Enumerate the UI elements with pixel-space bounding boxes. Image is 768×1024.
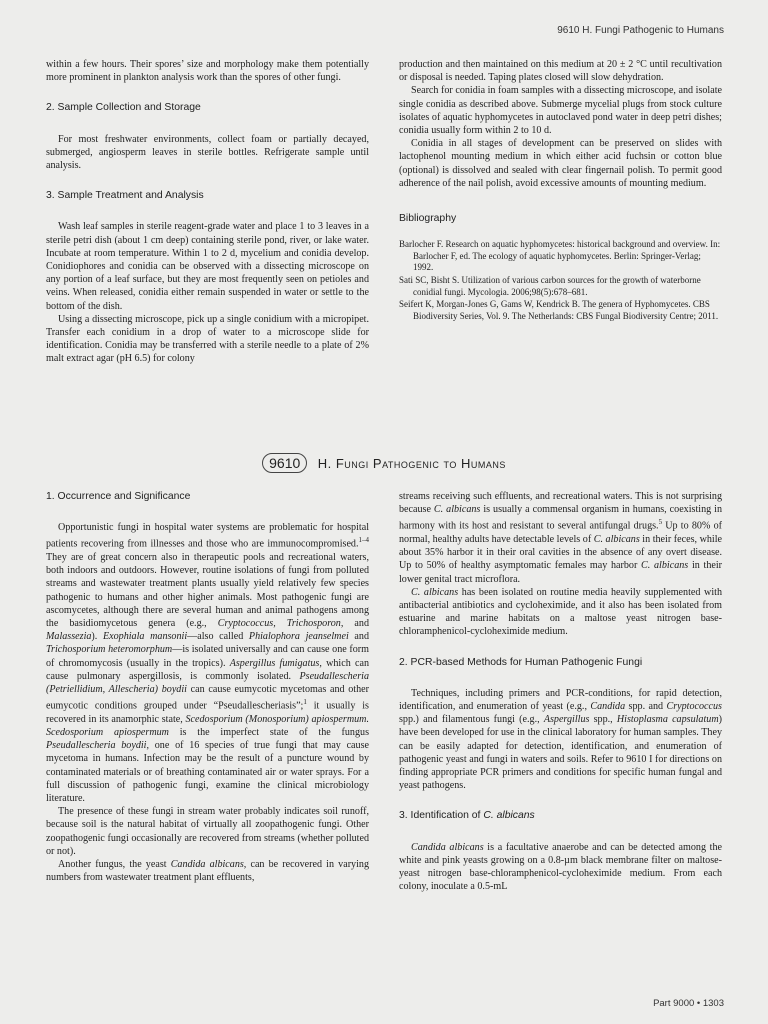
- bibliography-list: [399, 239, 722, 322]
- paragraph-routine-media: C. albicans has been isolated on routine media heavily supplemented with antibacterial antibiotics and cycloheximide, and it also has been isolated from estuarine and marine habitats on a maltose yeast nitrogen base-chloramphenicol-cycloheximide medium.: [399, 586, 722, 638]
- heading-sample-collection: 2. Sample Collection and Storage: [46, 102, 201, 114]
- paragraph-opportunistic-fungi: Opportunistic fungi in hospital water systems are problematic for hospital patients recovering from illnesses and those who are immunocompromised.$^{1-4}$ They are of great concern also in therapeutic pools and recreational waters, both indoors and outdoors. However, routine isolations of fungi from polluted streams and wastewater treatment plants usually yield relatively few species pathogenic to humans and other higher animals. Most pathogenic fungi are ascomycetes, although there are several human and animal pathogens among the basidiomycetous genera (e.g., Cryptococcus, Trichosporon, and Malassezia). Exophiala mansonii—also called Phialophora jeanselmei and Trichosporium heteromorphum—is isolated universally and can cause one form of chromomycosis (usually in the tropics). Aspergillus fumigatus, which can cause pulmonary aspergillosis, is commonly isolated. Pseudallescheria (Petriellidium, Allescheria) boydii can cause eumycotic mycetomas and other eumycotic conditions grouped under “Pseudallescheriasis”;$^1$ it usually is recovered in its anamorphic state, Scedosporium (Monosporium) apiospermum. Scedosporium apiospermum is the imperfect state of the fungus Pseudallescheria boydii, one of 16 species of true fungi that may cause mycetoma in humans. Infection may be the result of a puncture wound by contaminated materials or of breathing contaminated air or water sprays. For a full discussion of pathogenic fungi, examine the clinical microbiology literature.: [46, 522, 370, 804]
- paragraph-production: production and then maintained on this medium at 20 ± 2 °C until recultivation or disposal is needed. Taping plates closed will slow dehydration.: [399, 59, 722, 84]
- paragraph-candida: Another fungus, the yeast Candida albicans, can be recovered in varying numbers from wastewater treatment plant effluents,: [46, 859, 369, 884]
- paragraph-continued: within a few hours. Their spores’ size and morphology make them potentially more prominent in plankton analysis work than the spores of other fungi.: [46, 59, 369, 84]
- paragraph-dissecting-microscope: Using a dissecting microscope, pick up a single conidium with a micropipet. Transfer each conidium in a drop of water to a microscope slide for identification. Conidia may be transferred with a sterile needle to a plate of 2% malt extract agar (pH 6.5) for colony: [46, 313, 369, 365]
- heading-bibliography: Bibliography: [399, 213, 457, 225]
- page-footer: Part 9000 • 1303: [653, 998, 724, 1009]
- paragraph-pcr-techniques: Techniques, including primers and PCR-conditions, for rapid detection, identification, and enumeration of yeast (e.g., Candida spp. and Cryptococcus spp.) and filamentous fungi (e.g., Aspergillus spp., Histoplasma capsulatum) have been developed for use in the clinical laboratory for human samples. They can be easily adapted for detection, identification, and enumeration of pathogenic yeast and fungi in waters and soils. Refer to 9610 I for directions on finding appropriate PCR primers and conditions for specific human fungal and yeast pathogens.: [399, 687, 722, 792]
- heading-identification: 3. Identification of C. albicans: [399, 810, 535, 822]
- paragraph-wash-samples: Wash leaf samples in sterile reagent-grade water and place 1 to 3 leaves in a sterile petri dish (about 1 cm deep) containing sterile pond, river, or lake water. Incubate at room temperature. Within 1 to 2 d, mycelium and conidia develop. Conidiophores and conidia can be observed with a dissecting microscope on any portion of a leaf surface, but they are most frequently seen on petioles and veins. When released, conidia either remain suspended in water or settle to the bottom of the dish.: [46, 221, 369, 312]
- heading-sample-treatment: 3. Sample Treatment and Analysis: [46, 190, 204, 202]
- paragraph-facultative-anaerobe: Candida albicans is a facultative anaerobe and can be detected among the white and pink yeasts growing on a 0.8-µm black membrane filter on maltose-yeast nitrogen base-chloramphenicol-cycloheximide medium. From each colony, inoculate a 0.5-mL: [399, 841, 723, 893]
- paragraph-sample-collection: For most freshwater environments, collect foam or partially decayed, submerged, angiosperm leaves in sterile bottles. Refrigerate sample until analysis.: [46, 133, 369, 172]
- section-title: [0, 453, 768, 473]
- bottom-left-column: [46, 490, 369, 884]
- top-right-column: [399, 58, 722, 323]
- section-name: H. Fungi Pathogenic to Humans: [317, 455, 506, 471]
- bibliography-entry: Seifert K, Morgan-Jones G, Gams W, Kendrick B. The genera of Hyphomycetes. CBS Biodiversity Series, Vol. 9. The Netherlands: CBS Fungal Biodiversity Centre; 2011.: [399, 299, 719, 321]
- paragraph-stream-water: The presence of these fungi in stream water probably indicates soil runoff, because soil is the natural habitat of virtually all zoopathogenic fungi. Other zoopathogenic fungi occasionally are recovered from streams (whether polluted or not).: [46, 806, 369, 857]
- running-head: 9610 H. Fungi Pathogenic to Humans: [557, 25, 724, 36]
- heading-occurrence: 1. Occurrence and Significance: [46, 491, 191, 502]
- bibliography-entry: Barlocher F. Research on aquatic hyphomycetes: historical background and overview. In: Barlocher F, ed. The ecology of aquatic hyphomycetes. Berlin: Springer-Verlag; 1992.: [399, 239, 721, 273]
- section-number-badge: 9610: [262, 453, 307, 473]
- paragraph-preserve-conidia: Conidia in all stages of development can be preserved on slides with lactophenol mounting medium in which either acid fuchsin or cotton blue (optional) is dissolved and sealed with clear fingernail polish. To permit good adherence of the nail polish, avoid excessive amounts of mounting medium.: [399, 138, 722, 189]
- top-left-column: [46, 58, 369, 366]
- bibliography-entry: Sati SC, Bisht S. Utilization of various carbon sources for the growth of waterborne conidial fungi. Mycologia. 2006;98(5):678–681.: [399, 275, 701, 297]
- heading-pcr-methods: 2. PCR-based Methods for Human Pathogenic Fungi: [399, 656, 643, 668]
- bottom-right-column: [399, 490, 722, 893]
- paragraph-search-conidia: Search for conidia in foam samples with a dissecting microscope, and isolate single conidia as described above. Submerge mycelial plugs from stock culture isolates of aquatic hyphomycetes in autoclaved pond water in deep petri dishes; conidia usually form within 2 to 10 d.: [399, 85, 722, 137]
- paragraph-effluents: streams receiving such effluents, and recreational waters. This is not surprising because C. albicans is usually a commensal organism in humans, coexisting in harmony with its host and resistant to several antifungal drugs.$^5$ Up to 80% of normal, healthy adults have detectable levels of C. albicans in their feces, while about 35% harbor it in their oral cavities in the absence of any overt disease. Up to 50% of healthy asymptomatic females may harbor C. albicans in their lower genital tract microflora.: [399, 491, 723, 585]
